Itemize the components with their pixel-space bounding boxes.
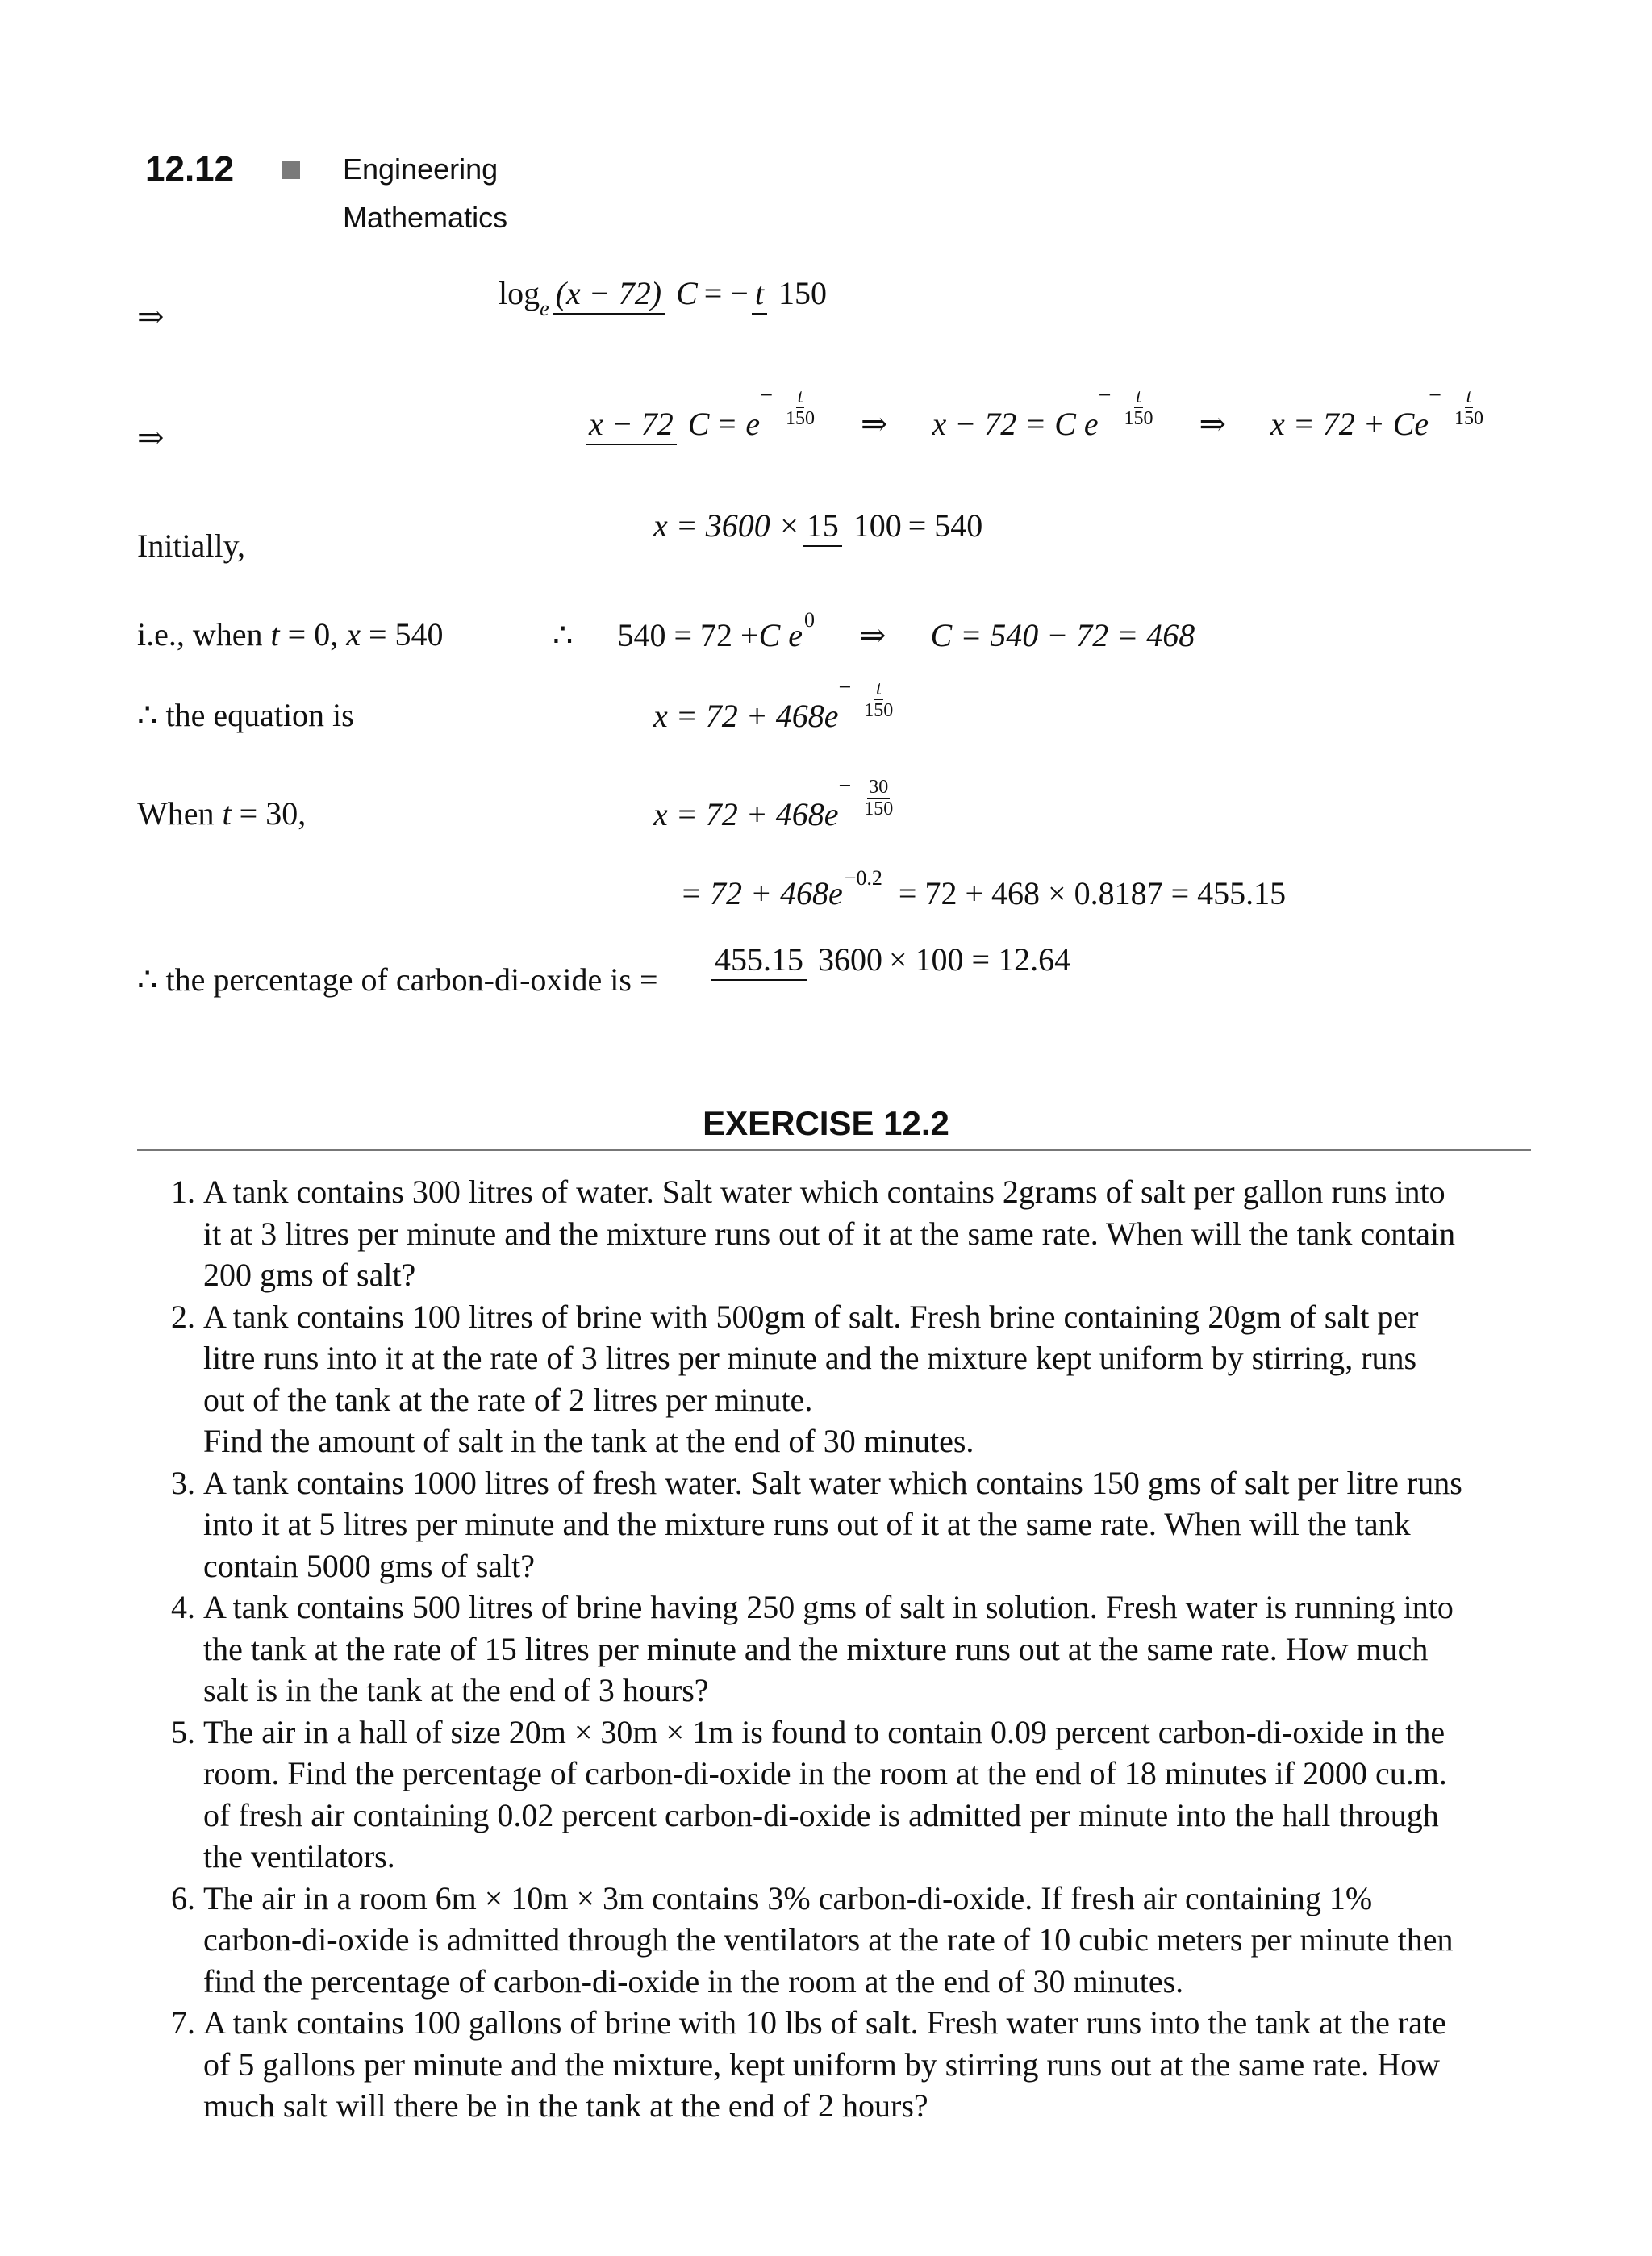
exp-rhs-e: = e xyxy=(715,405,761,442)
initially-label: Initially, xyxy=(137,528,246,564)
exercise-title: EXERCISE 12.2 xyxy=(703,1104,949,1142)
log-rhs-fraction: t 150 xyxy=(752,274,830,312)
equation-label: ∴ the equation is xyxy=(137,697,354,733)
initial-equation: x = 3600 × 15 100 = 540 xyxy=(653,507,982,544)
condition-label: i.e., when t = 0, x = 540 xyxy=(137,616,444,653)
percentage-fraction: 455.15 3600 xyxy=(711,940,886,978)
initial-fraction: 15 100 xyxy=(803,507,905,544)
exponent: − $\frac{t}{150}$ xyxy=(1098,383,1153,429)
exercise-problem-list xyxy=(137,1171,1531,2127)
exponent: − $\frac{30}{150}$ xyxy=(838,774,894,819)
problem-number: 6. xyxy=(171,1879,195,1916)
problem-number: 4. xyxy=(171,1589,195,1625)
problem-item: 4. A tank contains 500 litres of brine having 250 gms of salt in solution. Fresh water is running into the tank at the rate of 15 litres per minute and the mixture runs out at the same rate. How much salt is in the tank at the end of 3 hours? xyxy=(137,1587,1531,1712)
exponent: − $\frac{t}{150}$ xyxy=(838,675,894,721)
exponent: − $\frac{t}{150}$ xyxy=(1429,383,1483,429)
problem-item: 3. A tank contains 1000 litres of fresh water. Salt water which contains 150 gms of salt per litre runs into it at 5 litres per minute and the mixture runs out of it at the same rate. When will the tank contain 5000 gms of salt? xyxy=(137,1462,1531,1587)
exp-equation xyxy=(582,383,1485,452)
problem-number: 1. xyxy=(171,1174,195,1210)
problem-number: 5. xyxy=(171,1713,195,1750)
page-number: 12.12 xyxy=(145,149,235,189)
log-word: $\log_e$ xyxy=(499,275,549,320)
when-label: When t = 30, xyxy=(137,795,307,832)
problem-number: 3. xyxy=(171,1464,195,1501)
therefore-symbol: ∴ xyxy=(553,616,574,653)
exp-lhs-fraction: x − 72 C xyxy=(586,405,712,443)
implies-symbol: ⇒ xyxy=(137,419,165,456)
problem-item: 7. A tank contains 100 gallons of brine with 10 lbs of salt. Fresh water runs into the tank at the rate of 5 gallons per minute and the mixture, kept uniform by stirring runs out at the same rate. How much salt will there be in the tank at the end of 2 hours? xyxy=(137,2002,1531,2127)
exercise-divider xyxy=(137,1149,1531,1151)
problem-item: 6. The air in a room 6m × 10m × 3m contains 3% carbon-di-oxide. If fresh air containing 1% carbon-di-oxide is admitted through the ventilators at the rate of 10 cubic meters per minute then find the percentage of carbon-di-oxide in the room at the end of 30 minutes. xyxy=(137,1878,1531,2003)
header-square-icon xyxy=(282,161,300,179)
log-rhs-sign: = − xyxy=(703,275,749,311)
problem-number: 7. xyxy=(171,2004,195,2041)
constant-equation: ∴ 540 = 72 + C e 0 ⇒ C = 540 − 72 = 468 xyxy=(553,608,1195,653)
percentage-equation: 455.15 3600 × 100 = 12.64 xyxy=(708,940,1070,978)
final-equation: x = 72 + 468e − $\frac{t}{150}$ xyxy=(653,695,895,736)
log-equation xyxy=(499,274,833,320)
implies-symbol: ⇒ xyxy=(1199,405,1226,442)
thirty-equation: x = 72 + 468e − $\frac{30}{150}$ xyxy=(653,794,895,834)
book-title: Engineering Mathematics xyxy=(343,152,508,234)
exp-part-2: x − 72 = C e xyxy=(932,405,1099,442)
problem-item: 1. A tank contains 300 litres of water. Salt water which contains 2grams of salt per gallon runs into it at 3 litres per minute and the mixture runs out of it at the same rate. When will the tank contain 200 gms of salt? xyxy=(137,1171,1531,1296)
evaluation-equation: = 72 + 468e −0.2 = 72 + 468 × 0.8187 = 455.15 xyxy=(680,866,1287,911)
exponent: − $\frac{t}{150}$ xyxy=(760,383,815,429)
implies-symbol: ⇒ xyxy=(137,298,165,335)
problem-item: 5. The air in a hall of size 20m × 30m × 1m is found to contain 0.09 percent carbon-di-oxide in the room. Find the percentage of carbon-di-oxide in the room at the end of 18 minutes if 2000 cu.m. of fresh air containing 0.02 percent carbon-di-oxide is admitted per minute into the hall through the ventilators. xyxy=(137,1712,1531,1878)
implies-symbol: ⇒ xyxy=(859,616,886,653)
problem-number: 2. xyxy=(171,1298,195,1335)
problem-item: 2. A tank contains 100 litres of brine with 500gm of salt. Fresh brine containing 20gm of salt per litre runs into it at the rate of 3 litres per minute and the mixture kept uniform by stirring, runs out of the tank at the rate of 2 litres per minute. Find the amount of salt in the tank at the end of 30 minutes. xyxy=(137,1296,1531,1462)
percentage-label: ∴ the percentage of carbon-di-oxide is = xyxy=(137,961,658,998)
implies-symbol: ⇒ xyxy=(860,405,888,442)
log-fraction: (x − 72) C xyxy=(553,274,701,312)
exp-part-3: x = 72 + Ce xyxy=(1270,405,1429,442)
